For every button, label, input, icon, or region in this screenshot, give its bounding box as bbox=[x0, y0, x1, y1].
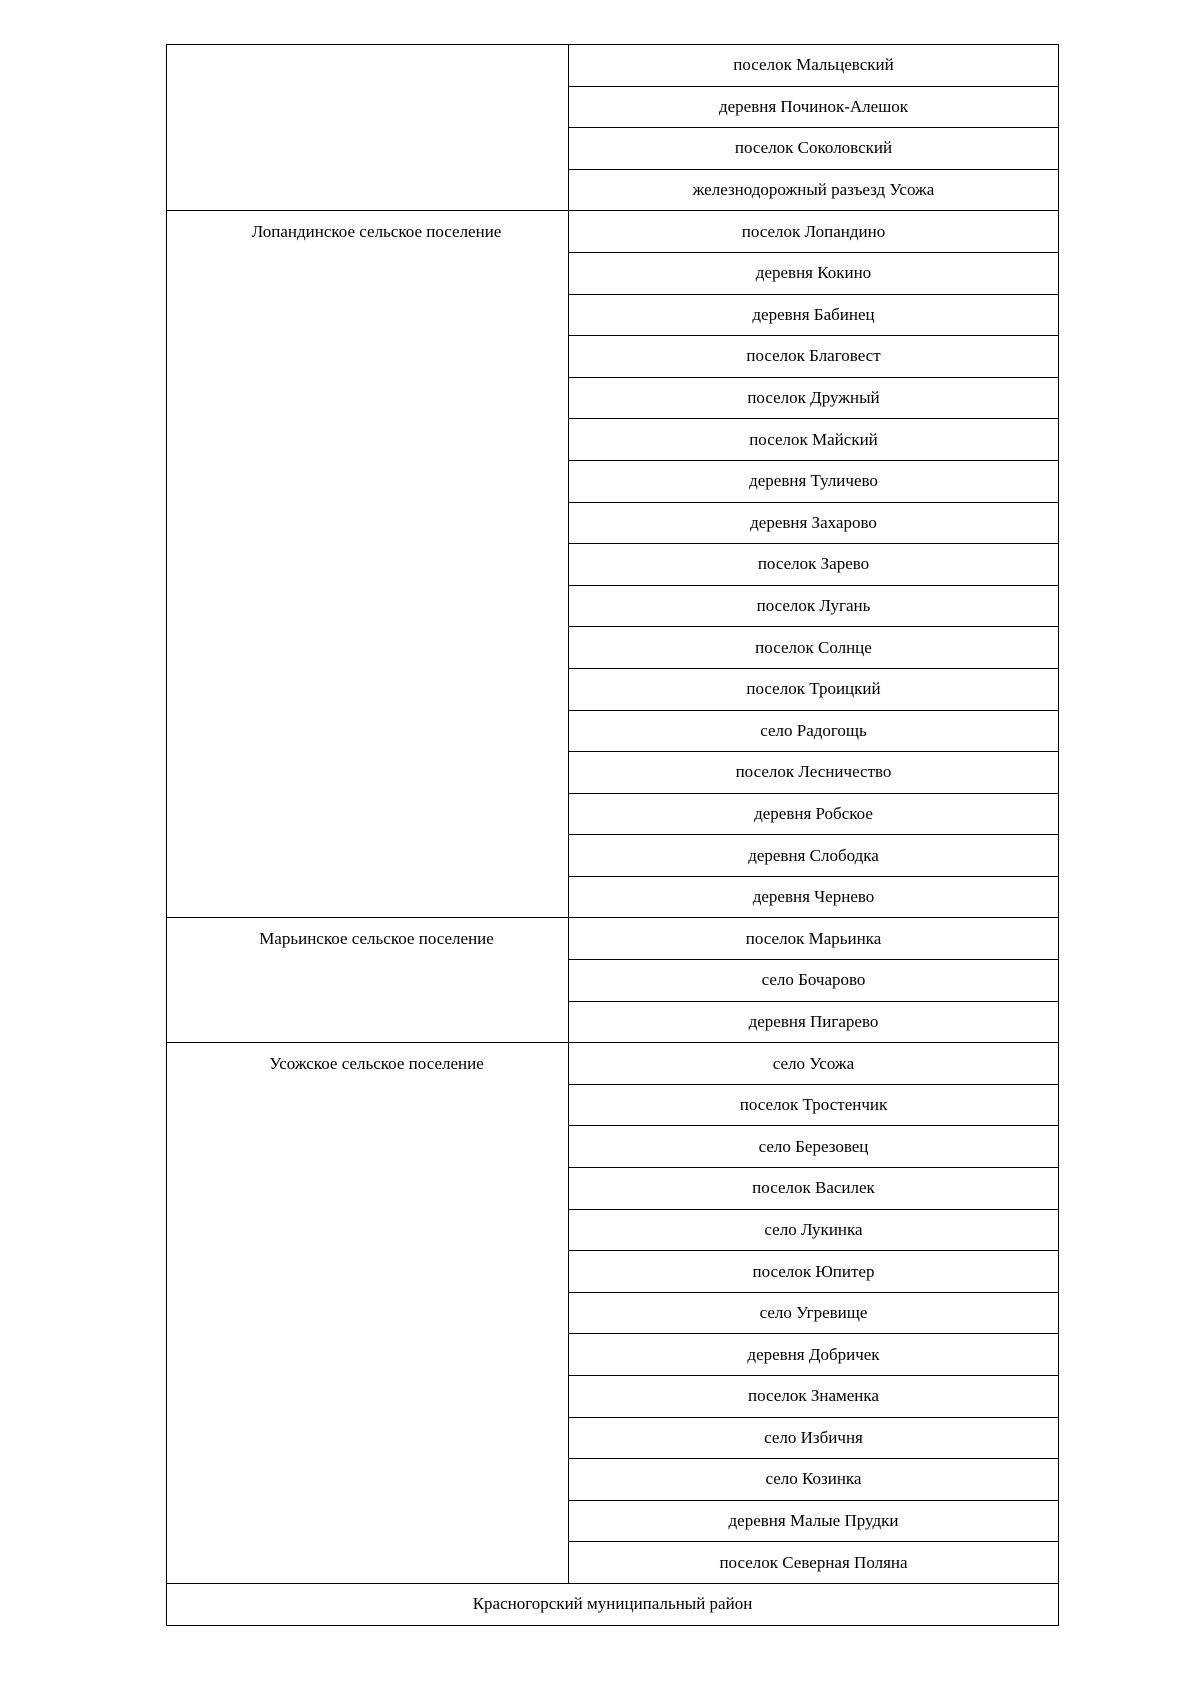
settlement-name: село Козинка bbox=[569, 1459, 1059, 1501]
settlement-name: поселок Лопандино bbox=[569, 211, 1059, 253]
settlement-name: деревня Туличево bbox=[569, 460, 1059, 502]
settlement-name: деревня Малые Прудки bbox=[569, 1500, 1059, 1542]
settlement-name: поселок Марьинка bbox=[569, 918, 1059, 960]
table-row bbox=[167, 211, 1059, 253]
settlement-name: село Лукинка bbox=[569, 1209, 1059, 1251]
settlement-name: деревня Починок-Алешок bbox=[569, 86, 1059, 128]
settlement-name: железнодорожный разъезд Усожа bbox=[569, 169, 1059, 211]
table-row bbox=[167, 1043, 1059, 1085]
settlement-name: поселок Тростенчик bbox=[569, 1084, 1059, 1126]
settlement-name: село Березовец bbox=[569, 1126, 1059, 1168]
settlement-name: село Угревище bbox=[569, 1292, 1059, 1334]
settlement-name: деревня Чернево bbox=[569, 876, 1059, 918]
settlement-group-name: Марьинское сельское поселение bbox=[259, 929, 494, 949]
settlement-group-cell bbox=[167, 1043, 569, 1584]
table-footer-row bbox=[167, 1583, 1059, 1625]
settlement-name: поселок Соколовский bbox=[569, 128, 1059, 170]
settlement-name: поселок Майский bbox=[569, 419, 1059, 461]
settlement-name: деревня Пигарево bbox=[569, 1001, 1059, 1043]
settlement-name: село Избичня bbox=[569, 1417, 1059, 1459]
settlement-group-cell bbox=[167, 45, 569, 211]
settlement-name: деревня Кокино bbox=[569, 252, 1059, 294]
settlement-name: деревня Слободка bbox=[569, 835, 1059, 877]
settlement-name: деревня Робское bbox=[569, 793, 1059, 835]
settlements-table bbox=[166, 44, 1059, 1626]
settlement-name: поселок Троицкий bbox=[569, 668, 1059, 710]
district-name: Красногорский муниципальный район bbox=[167, 1583, 1059, 1625]
settlement-name: поселок Лесничество bbox=[569, 752, 1059, 794]
settlement-name: поселок Северная Поляна bbox=[569, 1542, 1059, 1584]
settlement-name: поселок Солнце bbox=[569, 627, 1059, 669]
settlement-name: поселок Мальцевский bbox=[569, 45, 1059, 87]
settlement-name: деревня Захарово bbox=[569, 502, 1059, 544]
settlement-name: деревня Бабинец bbox=[569, 294, 1059, 336]
settlement-name: поселок Дружный bbox=[569, 377, 1059, 419]
settlement-name: село Усожа bbox=[569, 1043, 1059, 1085]
settlement-group-name: Лопандинское сельское поселение bbox=[251, 222, 502, 242]
settlement-name: поселок Благовест bbox=[569, 336, 1059, 378]
settlement-name: село Радогощь bbox=[569, 710, 1059, 752]
settlement-name: поселок Лугань bbox=[569, 585, 1059, 627]
table-row bbox=[167, 45, 1059, 87]
settlement-name: деревня Добричек bbox=[569, 1334, 1059, 1376]
settlement-name: село Бочарово bbox=[569, 960, 1059, 1002]
settlement-name: поселок Зарево bbox=[569, 544, 1059, 586]
settlement-name: поселок Знаменка bbox=[569, 1376, 1059, 1418]
settlement-name: поселок Василек bbox=[569, 1168, 1059, 1210]
settlement-group-cell bbox=[167, 918, 569, 1043]
table-row bbox=[167, 918, 1059, 960]
table-body bbox=[167, 45, 1059, 1626]
settlement-name: поселок Юпитер bbox=[569, 1251, 1059, 1293]
settlement-group-cell bbox=[167, 211, 569, 918]
settlement-group-name: Усожское сельское поселение bbox=[269, 1054, 484, 1074]
